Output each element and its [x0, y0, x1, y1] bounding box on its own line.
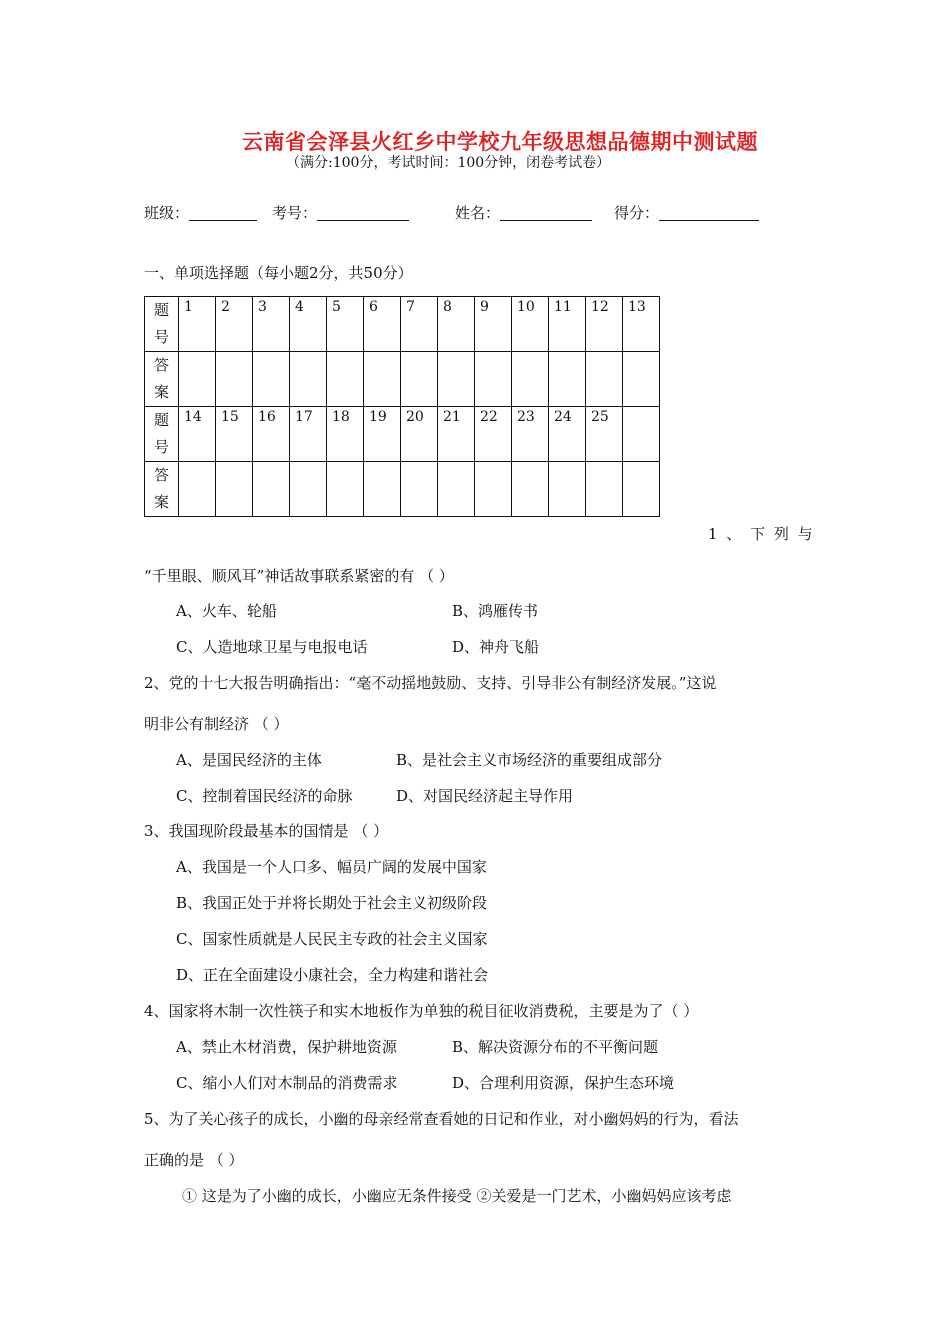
answer-cell[interactable] [401, 352, 438, 407]
row-head-number: 题 号 [145, 407, 179, 462]
question-number-cell: 17 [290, 407, 327, 462]
answer-cell[interactable] [512, 462, 549, 517]
answer-cell[interactable] [475, 462, 512, 517]
answer-table [144, 296, 660, 517]
question-number-cell: 15 [216, 407, 253, 462]
question-number-cell: 3 [253, 297, 290, 352]
class-field [144, 202, 257, 223]
question-number-cell: 18 [327, 407, 364, 462]
question-number-cell: 7 [401, 297, 438, 352]
question-4-stem: 4、国家将木制一次性筷子和实木地板作为单独的税目征收消费税，主要是为了（ ） [144, 1002, 699, 1020]
answer-cell[interactable] [290, 352, 327, 407]
name-field [455, 202, 592, 223]
exam-no-label: 考号： [272, 204, 318, 222]
exam-no-blank[interactable] [317, 205, 409, 221]
answer-cell[interactable] [549, 462, 586, 517]
answer-cell[interactable] [327, 352, 364, 407]
question-4-option-c: C、缩小人们对木制品的消费需求 [176, 1074, 398, 1092]
answer-cell[interactable] [364, 352, 401, 407]
question-2-option-a: A、是国民经济的主体 [176, 751, 322, 769]
answer-cell[interactable] [364, 462, 401, 517]
answer-cell[interactable] [438, 462, 475, 517]
question-number-cell: 21 [438, 407, 475, 462]
answer-cell[interactable] [549, 352, 586, 407]
question-3-option-c: C、国家性质就是人民民主专政的社会主义国家 [176, 930, 488, 948]
question-number-cell: 1 [179, 297, 216, 352]
table-row [145, 352, 660, 407]
exam-subtitle: （满分:100分，考试时间：100分钟，闭卷考试卷） [286, 155, 611, 171]
answer-cell[interactable] [179, 352, 216, 407]
table-row [145, 462, 660, 517]
answer-cell[interactable] [216, 462, 253, 517]
answer-cell[interactable] [586, 462, 623, 517]
table-row [145, 297, 660, 352]
answer-cell[interactable] [290, 462, 327, 517]
answer-cell[interactable] [475, 352, 512, 407]
question-number-cell: 25 [586, 407, 623, 462]
question-5-statement-1: ① 这是为了小幽的成长，小幽应无条件接受 ②关爱是一门艺术，小幽妈妈应该考虑 [182, 1187, 732, 1205]
row-head-number: 题 号 [145, 297, 179, 352]
question-number-cell: 24 [549, 407, 586, 462]
question-3-option-b: B、我国正处于并将长期处于社会主义初级阶段 [176, 894, 488, 912]
question-4-option-b: B、解决资源分布的不平衡问题 [452, 1038, 659, 1056]
question-number-cell: 8 [438, 297, 475, 352]
score-field [614, 202, 759, 223]
question-number-cell: 12 [586, 297, 623, 352]
answer-cell[interactable] [623, 352, 660, 407]
question-2-option-d: D、对国民经济起主导作用 [396, 787, 574, 805]
answer-cell[interactable] [216, 352, 253, 407]
question-1-option-a: A、火车、轮船 [176, 602, 277, 620]
question-3-option-a: A、我国是一个人口多、幅员广阔的发展中国家 [176, 858, 487, 876]
answer-cell[interactable] [586, 352, 623, 407]
score-blank[interactable] [659, 205, 759, 221]
answer-cell[interactable] [179, 462, 216, 517]
question-number-cell: 14 [179, 407, 216, 462]
question-number-cell: 5 [327, 297, 364, 352]
question-5-stem-line-2: 正确的是 （ ） [144, 1151, 244, 1169]
question-number-cell: 2 [216, 297, 253, 352]
question-2-option-b: B、是社会主义市场经济的重要组成部分 [396, 751, 663, 769]
answer-cell[interactable] [327, 462, 364, 517]
row-head-answer: 答 案 [145, 352, 179, 407]
name-label: 姓名： [455, 204, 501, 222]
question-number-cell: 10 [512, 297, 549, 352]
question-1-option-d: D、神舟飞船 [452, 638, 540, 656]
question-number-cell: 4 [290, 297, 327, 352]
score-label: 得分： [614, 204, 660, 222]
answer-cell[interactable] [623, 462, 660, 517]
question-1-stem: “千里眼、顺风耳”神话故事联系紧密的有 （ ） [144, 567, 454, 585]
question-2-option-c: C、控制着国民经济的命脉 [176, 787, 353, 805]
question-1-option-b: B、鸿雁传书 [452, 602, 539, 620]
question-number-cell: 16 [253, 407, 290, 462]
page-title: 云南省会泽县火红乡中学校九年级思想品德期中测试题 [242, 130, 758, 154]
question-2-stem-line-2: 明非公有制经济 （ ） [144, 715, 289, 733]
section-heading: 一、单项选择题（每小题2分，共50分） [144, 264, 413, 282]
question-1-start: 1 、 下 列 与 [708, 525, 815, 543]
question-number-cell: 22 [475, 407, 512, 462]
question-number-cell [623, 407, 660, 462]
row-head-answer: 答 案 [145, 462, 179, 517]
name-blank[interactable] [500, 205, 592, 221]
answer-cell[interactable] [512, 352, 549, 407]
question-3-option-d: D、正在全面建设小康社会，全力构建和谐社会 [176, 966, 489, 984]
question-number-cell: 9 [475, 297, 512, 352]
table-row [145, 407, 660, 462]
question-number-cell: 19 [364, 407, 401, 462]
question-4-option-d: D、合理利用资源，保护生态环境 [452, 1074, 675, 1092]
exam-no-field [272, 202, 409, 223]
question-number-cell: 11 [549, 297, 586, 352]
question-2-stem-line-1: 2、党的十七大报告明确指出：“毫不动摇地鼓励、支持、引导非公有制经济发展。”这说 [144, 674, 717, 692]
class-blank[interactable] [189, 205, 257, 221]
question-1-option-c: C、人造地球卫星与电报电话 [176, 638, 368, 656]
class-label: 班级： [144, 204, 190, 222]
question-4-option-a: A、禁止木材消费，保护耕地资源 [176, 1038, 397, 1056]
question-5-stem-line-1: 5、为了关心孩子的成长，小幽的母亲经常查看她的日记和作业，对小幽妈妈的行为，看法 [144, 1110, 739, 1128]
question-number-cell: 23 [512, 407, 549, 462]
question-number-cell: 13 [623, 297, 660, 352]
question-3-stem: 3、我国现阶段最基本的国情是 （ ） [144, 822, 389, 840]
answer-cell[interactable] [253, 462, 290, 517]
question-number-cell: 6 [364, 297, 401, 352]
answer-cell[interactable] [253, 352, 290, 407]
question-number-cell: 20 [401, 407, 438, 462]
answer-cell[interactable] [401, 462, 438, 517]
answer-cell[interactable] [438, 352, 475, 407]
